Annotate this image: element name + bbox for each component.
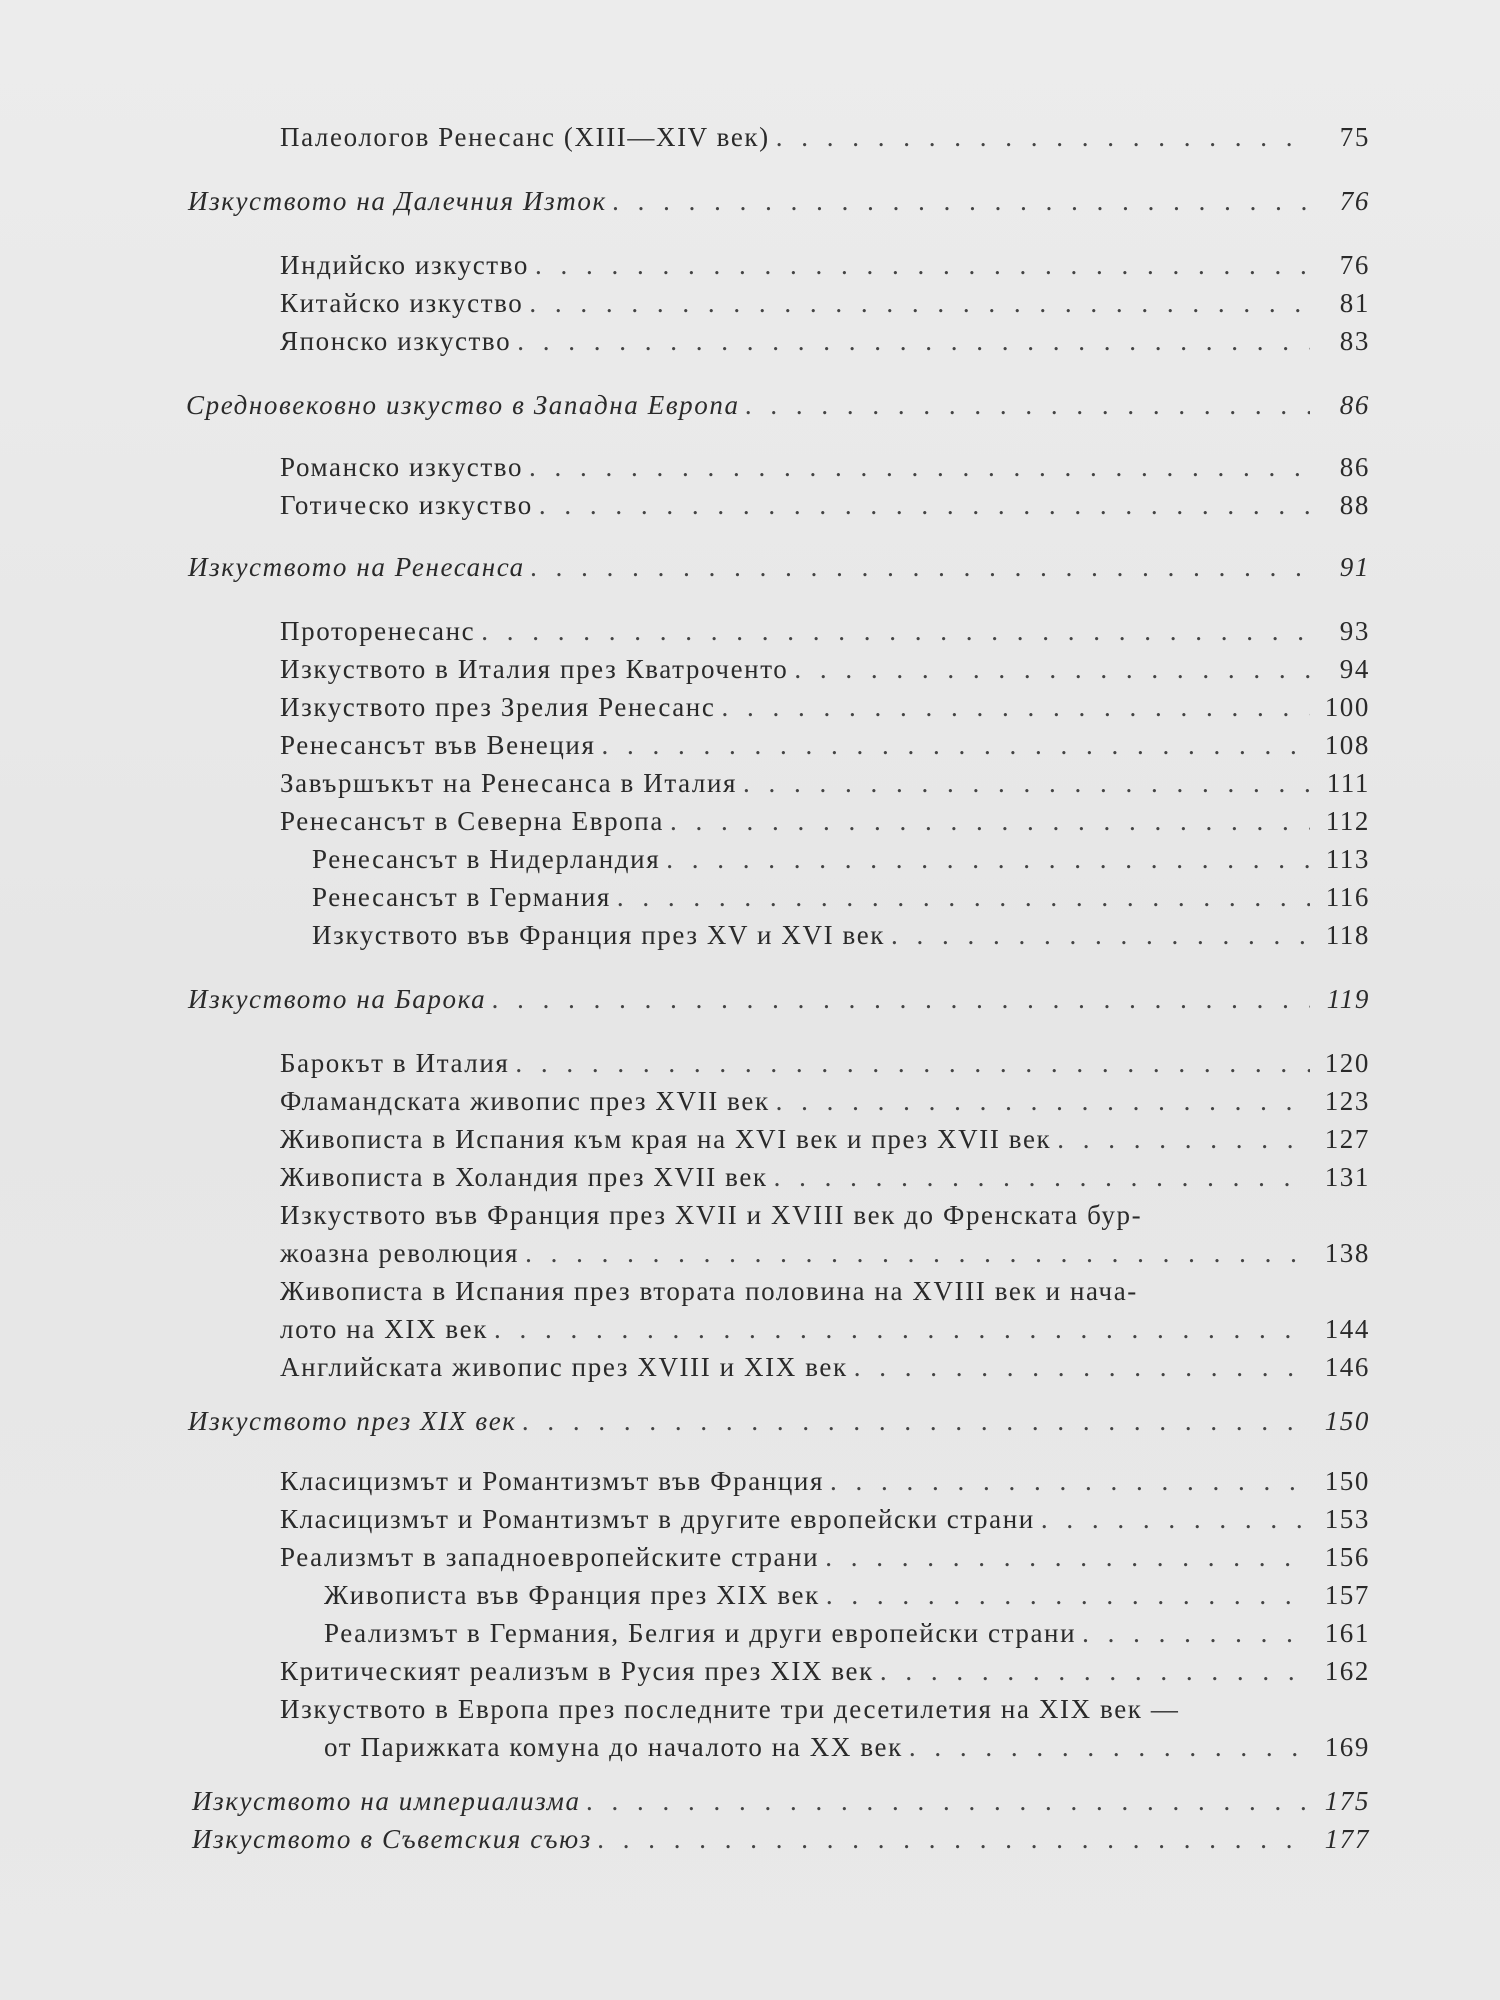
page-number: 88	[1339, 490, 1370, 520]
toc-entry: Японско изкуство . . . 83	[280, 326, 1370, 357]
page-number: 116	[1325, 882, 1370, 912]
page-number: 144	[1324, 1314, 1370, 1344]
page-number: 161	[1324, 1618, 1370, 1648]
toc-entry: Палеологов Ренесанс (XIII—XIV век) . . . 75	[280, 122, 1370, 153]
page-number: 86	[1339, 452, 1370, 482]
page-number: 75	[1339, 122, 1370, 152]
page-number: 118	[1325, 920, 1370, 950]
toc-section: Изкуството на империализма . . . 175	[192, 1786, 1370, 1817]
toc-entry: Живописта в Испания към края на XVI век и през XVII век . . . 127	[280, 1124, 1370, 1155]
toc-entry-line: Изкуството във Франция през XVII и XVIII век до Френската бур-	[280, 1200, 1143, 1230]
toc-section: Изкуството на Далечния Изток . . . 76	[188, 186, 1370, 217]
toc-entry: лото на XIX век . . . 144	[280, 1314, 1370, 1345]
toc-entry: Барокът в Италия . . . 120	[280, 1048, 1370, 1079]
page-number: 175	[1324, 1786, 1370, 1816]
page-number: 83	[1339, 326, 1370, 356]
toc-entry: Романско изкуство . . . 86	[280, 452, 1370, 483]
page-number: 91	[1339, 552, 1370, 582]
page-number: 150	[1324, 1406, 1370, 1436]
toc-entry: Готическо изкуство . . . 88	[280, 490, 1370, 521]
page-number: 112	[1325, 806, 1370, 836]
toc-section: Изкуството през XIX век . . . 150	[188, 1406, 1370, 1437]
toc-section: Средновековно изкуство в Западна Европа . . . 86	[186, 390, 1370, 421]
page-number: 127	[1324, 1124, 1370, 1154]
toc-entry: от Парижката комуна до началото на XX век . . . 169	[324, 1732, 1370, 1763]
toc-entry: Живописта в Холандия през XVII век . . . 131	[280, 1162, 1370, 1193]
page-number: 153	[1324, 1504, 1370, 1534]
toc-subentry: Ренесансът в Нидерландия . . . 113	[312, 844, 1370, 875]
toc-entry: Изкуството в Италия през Кватроченто . . . 94	[280, 654, 1370, 685]
page-number: 76	[1339, 186, 1370, 216]
page-number: 123	[1324, 1086, 1370, 1116]
page-number: 169	[1324, 1732, 1370, 1762]
page-number: 157	[1324, 1580, 1370, 1610]
toc-section: Изкуството на Барока . . . 119	[188, 984, 1370, 1015]
page-number: 146	[1324, 1352, 1370, 1382]
page-number: 177	[1324, 1824, 1370, 1854]
page-number: 108	[1324, 730, 1370, 760]
toc-entry: Реализмът в западноевропейските страни . . . 156	[280, 1542, 1370, 1573]
page-number: 111	[1326, 768, 1370, 798]
toc-section: Изкуството в Съветския съюз . . . 177	[192, 1824, 1370, 1855]
page-number: 81	[1339, 288, 1370, 318]
page-number: 100	[1324, 692, 1370, 722]
toc-section: Изкуството на Ренесанса . . . 91	[188, 552, 1370, 583]
toc-entry: Критическият реализъм в Русия през XIX век . . . 162	[280, 1656, 1370, 1687]
toc-entry: Ренесансът във Венеция . . . 108	[280, 730, 1370, 761]
toc-entry: жоазна революция . . . 138	[280, 1238, 1370, 1269]
page-number: 93	[1339, 616, 1370, 646]
toc-subentry: Реализмът в Германия, Белгия и други европейски страни . . . 161	[324, 1618, 1370, 1649]
toc-entry: Класицизмът и Романтизмът в другите европейски страни . . . 153	[280, 1504, 1370, 1535]
toc-entry: Завършъкът на Ренесанса в Италия . . . 111	[280, 768, 1370, 799]
toc-entry: Проторенесанс . . . 93	[280, 616, 1370, 647]
toc-entry: Индийско изкуство . . . 76	[280, 250, 1370, 281]
page-number: 131	[1324, 1162, 1370, 1192]
toc-entry-line: Изкуството в Европа през последните три десетилетия на XIX век —	[280, 1694, 1180, 1724]
page-number: 94	[1339, 654, 1370, 684]
page-number: 119	[1326, 984, 1370, 1014]
toc-entry-line: Живописта в Испания през втората половина на XVIII век и нача-	[280, 1276, 1138, 1306]
toc-entry: Изкуството през Зрелия Ренесанс . . . 100	[280, 692, 1370, 723]
toc-entry: Ренесансът в Северна Европа . . . 112	[280, 806, 1370, 837]
page-number: 76	[1339, 250, 1370, 280]
page-number: 150	[1324, 1466, 1370, 1496]
page-number: 138	[1324, 1238, 1370, 1268]
page-number: 86	[1339, 390, 1370, 420]
toc-subentry: Изкуството във Франция през XV и XVI век . . . 118	[312, 920, 1370, 951]
toc-subentry: Ренесансът в Германия . . . 116	[312, 882, 1370, 913]
toc-subentry: Живописта във Франция през XIX век . . . 157	[324, 1580, 1370, 1611]
page-number: 156	[1324, 1542, 1370, 1572]
toc-entry: Английската живопис през XVIII и XIX век . . . 146	[280, 1352, 1370, 1383]
page-number: 162	[1324, 1656, 1370, 1686]
toc-entry: Класицизмът и Романтизмът във Франция . . . 150	[280, 1466, 1370, 1497]
toc-entry: Китайско изкуство . . . 81	[280, 288, 1370, 319]
toc-entry: Фламандската живопис през XVII век . . . 123	[280, 1086, 1370, 1117]
page-number: 120	[1324, 1048, 1370, 1078]
page-number: 113	[1325, 844, 1370, 874]
